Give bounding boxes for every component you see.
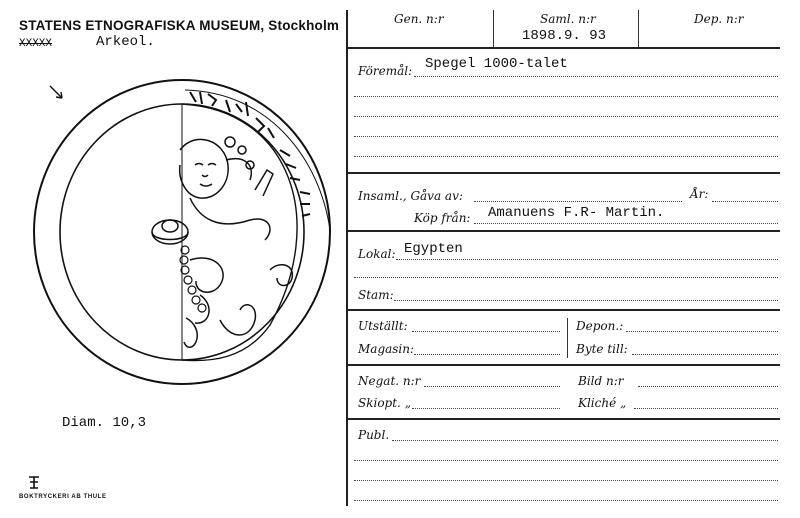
dotted-line [354,136,778,137]
dotted-line [632,354,778,355]
dep-number-label: Dep. n:r [694,12,744,26]
utstallt-label: Utställt: [358,319,408,333]
dotted-line [354,156,778,157]
section-rule [348,230,780,232]
header-separator [493,10,494,47]
dotted-line [396,259,778,260]
printer-name: BOKTRYCKERI AB THULE [19,494,107,500]
section-rule [348,172,780,174]
dotted-line [354,460,778,461]
saml-number-label: Saml. n:r [540,12,596,26]
dotted-line [474,223,778,224]
printer-logo-icon [26,474,42,490]
dotted-line [392,440,778,441]
magasin-label: Magasin: [358,342,415,356]
dotted-line [354,500,778,501]
department: Arkeol. [96,34,155,50]
header-rule [348,47,780,49]
header-separator [638,10,639,47]
section-rule [348,309,780,311]
foremal-value: Spegel 1000-talet [425,56,568,72]
dotted-line [626,331,778,332]
skiopt-label: Skiopt. „ [358,396,411,410]
dotted-line [354,116,778,117]
dotted-line [474,201,682,202]
bild-label: Bild n:r [578,374,624,388]
stam-label: Stam: [358,288,394,302]
kop-value: Amanuens F.R- Martin. [488,205,665,221]
byte-label: Byte till: [576,342,628,356]
publ-label: Publ. [358,428,390,442]
dotted-line [424,386,560,387]
lokal-value: Egypten [404,241,463,257]
dotted-line [638,386,778,387]
insaml-label: Insaml., Gåva av: [358,189,463,203]
diameter: Diam. 10,3 [62,415,147,431]
lokal-label: Lokal: [358,247,396,261]
dotted-line [412,408,560,409]
kop-label: Köp från: [414,211,471,225]
gen-number-label: Gen. n:r [394,12,444,26]
depon-label: Depon.: [576,319,624,333]
dotted-line [412,331,560,332]
illustration-panel [0,0,346,518]
dotted-line [354,480,778,481]
dotted-line [354,277,778,278]
dotted-line [414,76,778,77]
foremal-label: Föremål: [358,64,413,78]
kliche-label: Kliché „ [578,396,627,410]
card-divider [346,10,348,506]
struck-text: XXXXX [19,38,53,50]
dotted-line [414,354,560,355]
dotted-line [354,96,778,97]
dotted-line [712,201,778,202]
section-rule [348,418,780,420]
negat-label: Negat. n:r [358,374,421,388]
ar-label: År: [690,187,709,201]
dotted-line [394,300,778,301]
column-separator [567,318,568,358]
mirror-drawing [30,70,340,400]
museum-name: STATENS ETNOGRAFISKA MUSEUM, Stockholm [19,18,340,33]
saml-number-value: 1898.9. 93 [522,28,607,44]
dotted-line [634,408,778,409]
section-rule [348,364,780,366]
